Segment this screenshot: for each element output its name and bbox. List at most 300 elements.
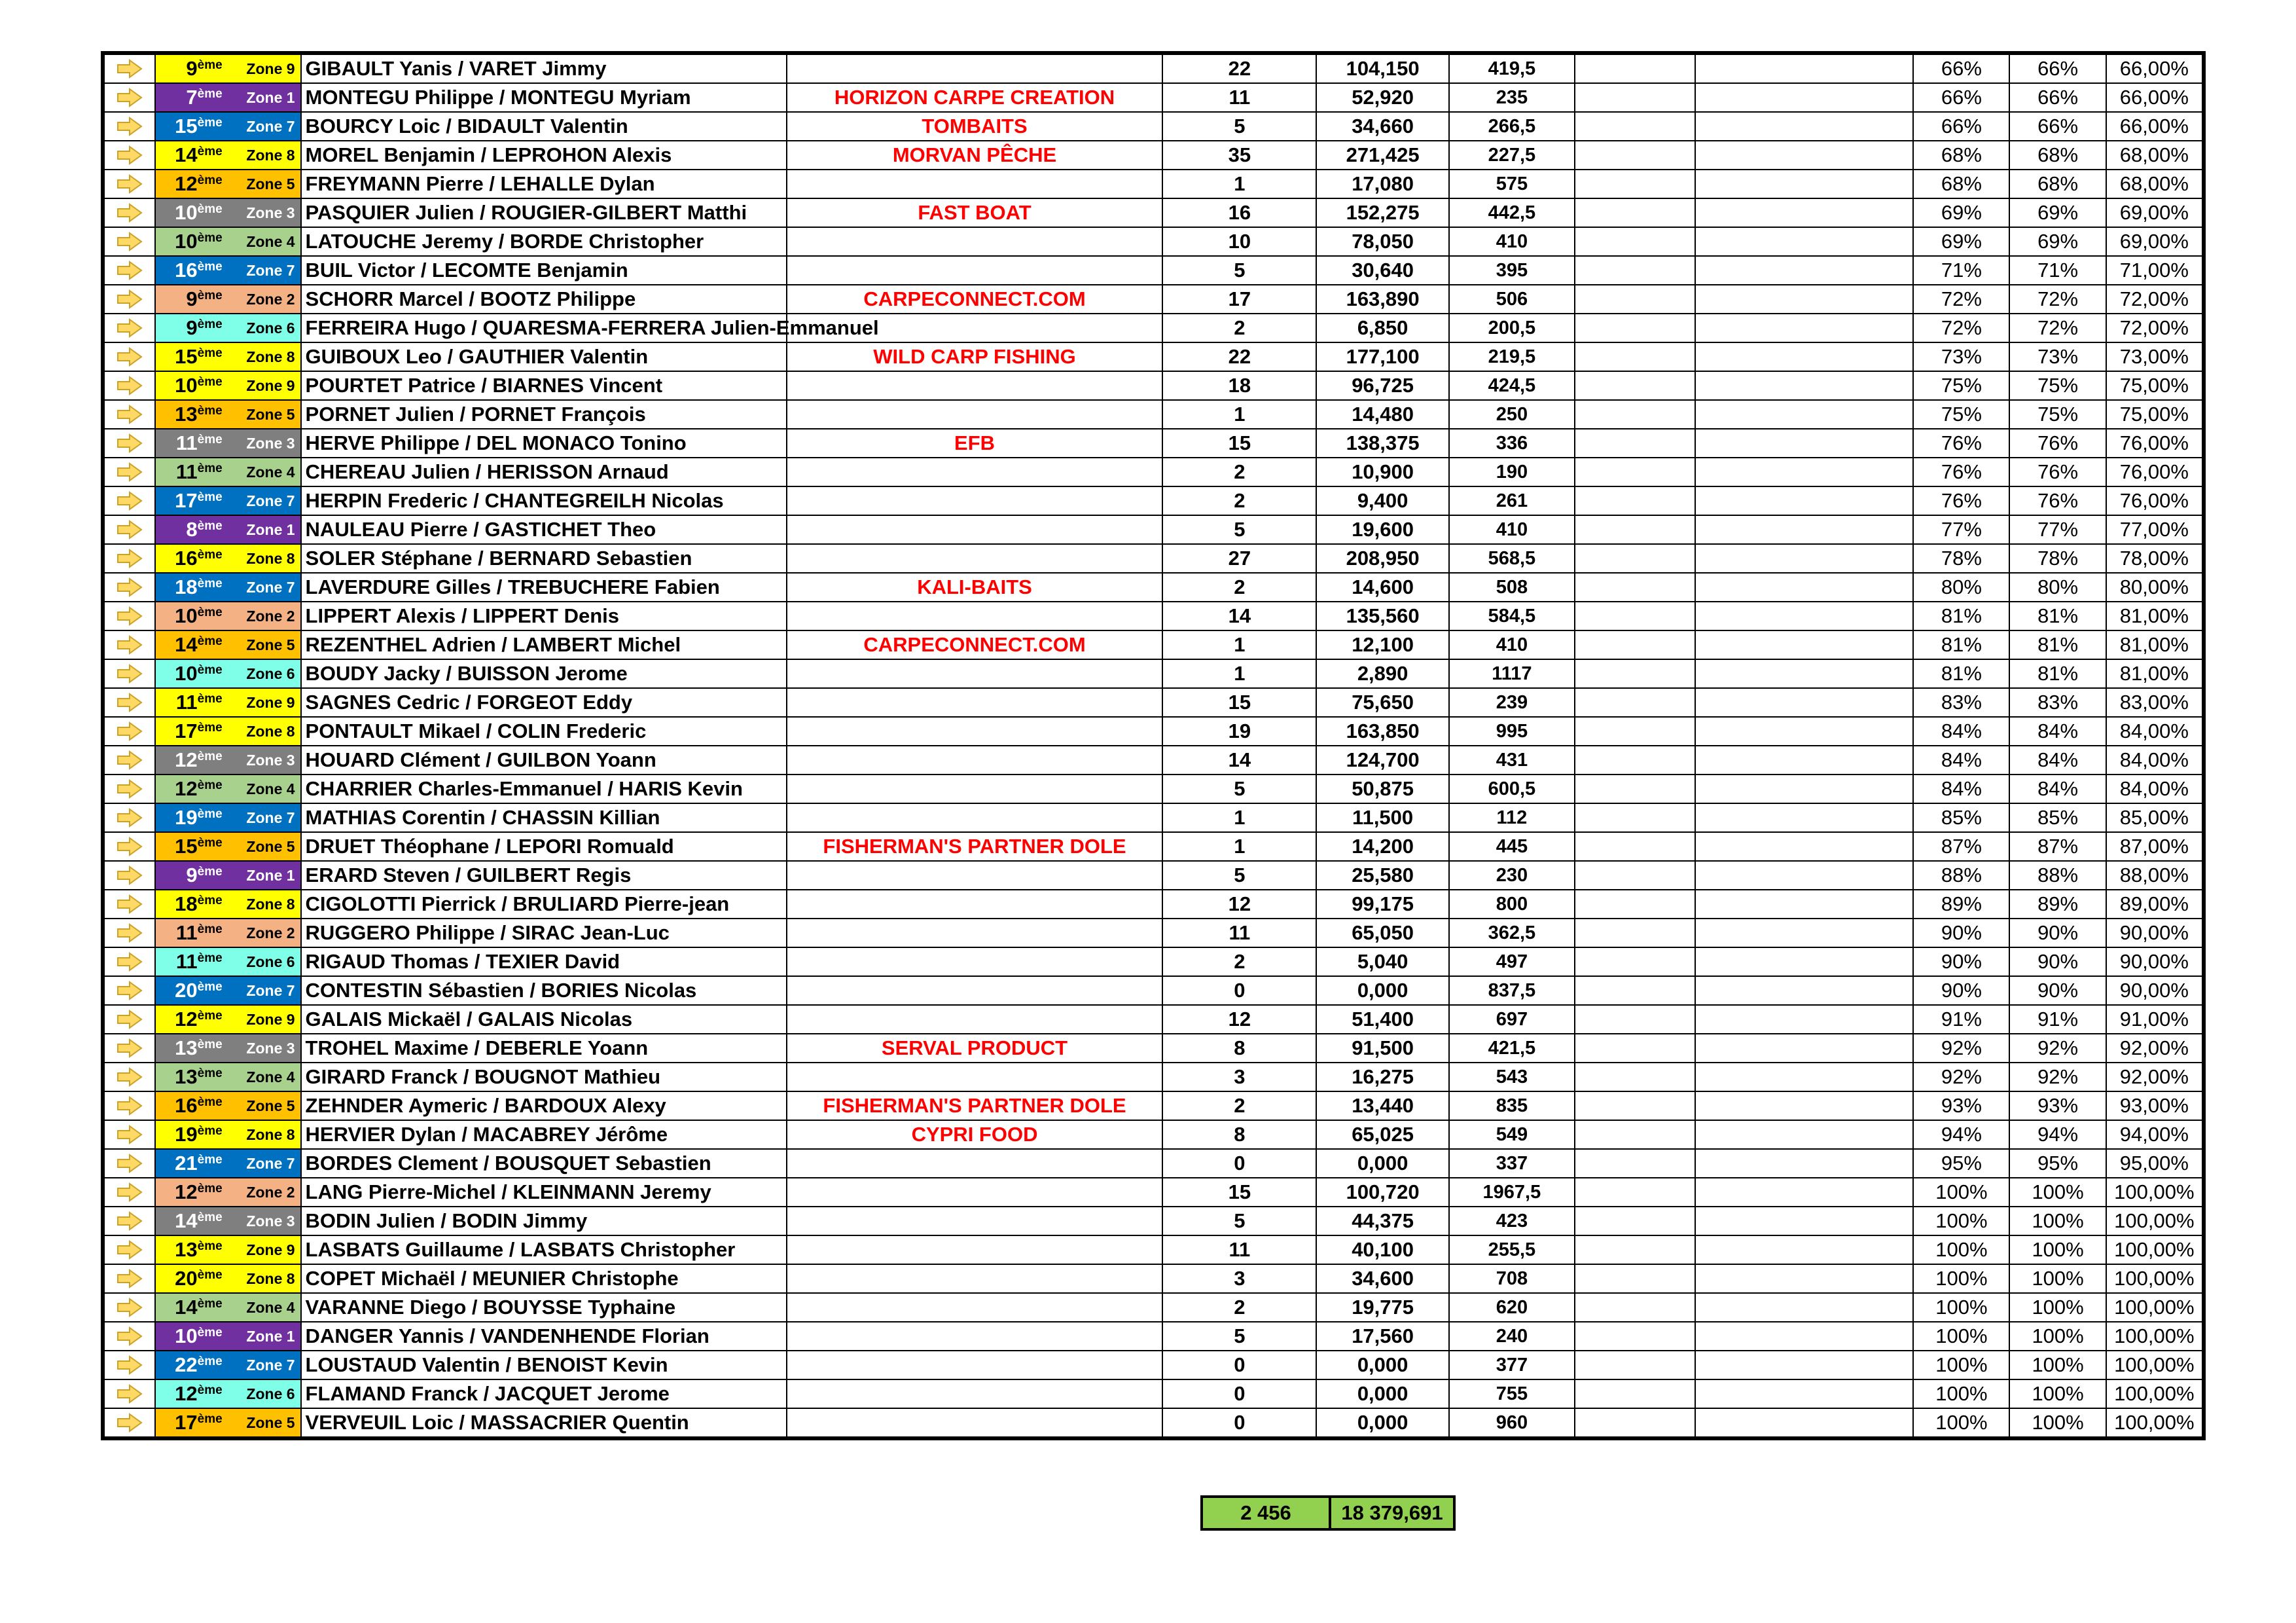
weight: 0,000 [1316, 1149, 1448, 1178]
empty-cell [1695, 227, 1913, 256]
zone-cell [155, 458, 301, 486]
table-row [104, 342, 2202, 371]
points: 549 [1449, 1120, 1575, 1149]
percent-2: 90% [2009, 976, 2106, 1005]
empty-cell [1695, 54, 1913, 83]
percent-1: 73% [1913, 342, 2009, 371]
percent-1: 100% [1913, 1264, 2009, 1293]
rank: 14ème [175, 1209, 223, 1232]
percent-3: 66,00% [2106, 83, 2202, 112]
empty-cell [1575, 659, 1695, 688]
percent-1: 76% [1913, 486, 2009, 515]
weight: 124,700 [1316, 746, 1448, 775]
table-row [104, 371, 2202, 400]
empty-cell [1575, 544, 1695, 573]
zone-cell [155, 227, 301, 256]
table-row [104, 429, 2202, 458]
zone-label: Zone 7 [246, 1155, 295, 1172]
rank: 12ème [175, 1382, 223, 1405]
right-arrow-icon [104, 112, 155, 141]
fish-count: 11 [1162, 83, 1316, 112]
points: 421,5 [1449, 1034, 1575, 1063]
weight: 152,275 [1316, 198, 1448, 227]
percent-1: 66% [1913, 54, 2009, 83]
weight: 65,025 [1316, 1120, 1448, 1149]
zone-cell [155, 947, 301, 976]
empty-cell [1695, 717, 1913, 746]
sponsor [787, 688, 1163, 717]
zone-label: Zone 9 [246, 377, 295, 394]
empty-cell [1575, 429, 1695, 458]
sponsor: HORIZON CARPE CREATION [787, 83, 1163, 112]
right-arrow-icon [104, 1379, 155, 1408]
zone-cell [155, 630, 301, 659]
zone-label: Zone 8 [246, 1270, 295, 1287]
team-names: POURTET Patrice / BIARNES Vincent [301, 371, 787, 400]
empty-cell [1575, 1178, 1695, 1207]
empty-cell [1575, 1063, 1695, 1091]
total-fish: 2 456 [1202, 1497, 1330, 1529]
percent-2: 66% [2009, 83, 2106, 112]
percent-1: 69% [1913, 198, 2009, 227]
table-row [104, 1322, 2202, 1351]
sponsor: CARPECONNECT.COM [787, 630, 1163, 659]
empty-cell [1575, 198, 1695, 227]
empty-cell [1575, 919, 1695, 947]
empty-cell [1695, 746, 1913, 775]
percent-3: 85,00% [2106, 803, 2202, 832]
table-row [104, 1235, 2202, 1264]
right-arrow-icon [104, 1207, 155, 1235]
rank: 11ème [175, 950, 223, 973]
weight: 12,100 [1316, 630, 1448, 659]
percent-1: 77% [1913, 515, 2009, 544]
zone-label: Zone 2 [246, 608, 295, 625]
empty-cell [1695, 1408, 1913, 1437]
percent-3: 95,00% [2106, 1149, 2202, 1178]
percent-1: 100% [1913, 1293, 2009, 1322]
points: 600,5 [1449, 775, 1575, 803]
fish-count: 27 [1162, 544, 1316, 573]
percent-2: 69% [2009, 227, 2106, 256]
table-row [104, 803, 2202, 832]
rank: 8ème [186, 518, 223, 541]
right-arrow-icon [104, 400, 155, 429]
zone-label: Zone 4 [246, 464, 295, 481]
percent-2: 93% [2009, 1091, 2106, 1120]
team-names: VERVEUIL Loic / MASSACRIER Quentin [301, 1408, 787, 1437]
team-names: CONTESTIN Sébastien / BORIES Nicolas [301, 976, 787, 1005]
sponsor [787, 947, 1163, 976]
sponsor [787, 861, 1163, 890]
percent-1: 90% [1913, 976, 2009, 1005]
fish-count: 0 [1162, 1351, 1316, 1379]
zone-label: Zone 6 [246, 319, 295, 337]
zone-cell [155, 515, 301, 544]
percent-2: 100% [2009, 1235, 2106, 1264]
team-names: LANG Pierre-Michel / KLEINMANN Jeremy [301, 1178, 787, 1207]
empty-cell [1575, 746, 1695, 775]
percent-1: 68% [1913, 141, 2009, 170]
empty-cell [1575, 314, 1695, 342]
zone-cell [155, 1351, 301, 1379]
table-row [104, 314, 2202, 342]
rank: 17ème [175, 720, 223, 742]
table-row [104, 746, 2202, 775]
empty-cell [1575, 1322, 1695, 1351]
percent-3: 92,00% [2106, 1063, 2202, 1091]
points: 240 [1449, 1322, 1575, 1351]
percent-1: 92% [1913, 1034, 2009, 1063]
zone-cell [155, 256, 301, 285]
fish-count: 0 [1162, 1408, 1316, 1437]
right-arrow-icon [104, 227, 155, 256]
percent-1: 72% [1913, 285, 2009, 314]
percent-1: 85% [1913, 803, 2009, 832]
percent-3: 84,00% [2106, 746, 2202, 775]
right-arrow-icon [104, 141, 155, 170]
empty-cell [1695, 1149, 1913, 1178]
fish-count: 2 [1162, 486, 1316, 515]
right-arrow-icon [104, 919, 155, 947]
percent-2: 90% [2009, 919, 2106, 947]
rank: 10ème [175, 374, 223, 397]
team-names: CHARRIER Charles-Emmanuel / HARIS Kevin [301, 775, 787, 803]
empty-cell [1575, 861, 1695, 890]
empty-cell [1695, 371, 1913, 400]
weight: 2,890 [1316, 659, 1448, 688]
percent-2: 81% [2009, 659, 2106, 688]
percent-3: 69,00% [2106, 198, 2202, 227]
sponsor: CARPECONNECT.COM [787, 285, 1163, 314]
zone-label: Zone 8 [246, 1126, 295, 1143]
sponsor [787, 1207, 1163, 1235]
percent-2: 81% [2009, 630, 2106, 659]
right-arrow-icon [104, 659, 155, 688]
zone-label: Zone 9 [246, 694, 295, 711]
empty-cell [1575, 1379, 1695, 1408]
percent-2: 84% [2009, 717, 2106, 746]
percent-2: 72% [2009, 285, 2106, 314]
right-arrow-icon [104, 1120, 155, 1149]
empty-cell [1695, 400, 1913, 429]
right-arrow-icon [104, 314, 155, 342]
zone-cell [155, 1178, 301, 1207]
fish-count: 5 [1162, 861, 1316, 890]
empty-cell [1575, 1293, 1695, 1322]
points: 445 [1449, 832, 1575, 861]
weight: 16,275 [1316, 1063, 1448, 1091]
team-names: SAGNES Cedric / FORGEOT Eddy [301, 688, 787, 717]
weight: 14,600 [1316, 573, 1448, 602]
percent-2: 91% [2009, 1005, 2106, 1034]
results-table [103, 54, 2203, 1438]
rank: 17ème [175, 489, 223, 512]
empty-cell [1695, 170, 1913, 198]
empty-cell [1695, 1264, 1913, 1293]
percent-1: 81% [1913, 659, 2009, 688]
right-arrow-icon [104, 1178, 155, 1207]
zone-label: Zone 8 [246, 723, 295, 740]
points: 410 [1449, 630, 1575, 659]
percent-1: 66% [1913, 112, 2009, 141]
table-row [104, 573, 2202, 602]
right-arrow-icon [104, 1149, 155, 1178]
empty-cell [1575, 630, 1695, 659]
percent-2: 92% [2009, 1034, 2106, 1063]
fish-count: 1 [1162, 630, 1316, 659]
table-row [104, 544, 2202, 573]
weight: 51,400 [1316, 1005, 1448, 1034]
team-names: ZEHNDER Aymeric / BARDOUX Alexy [301, 1091, 787, 1120]
team-names: FREYMANN Pierre / LEHALLE Dylan [301, 170, 787, 198]
percent-2: 84% [2009, 775, 2106, 803]
fish-count: 8 [1162, 1120, 1316, 1149]
empty-cell [1695, 630, 1913, 659]
sponsor: FISHERMAN'S PARTNER DOLE [787, 1091, 1163, 1120]
percent-2: 84% [2009, 746, 2106, 775]
empty-cell [1575, 515, 1695, 544]
empty-cell [1575, 400, 1695, 429]
empty-cell [1575, 342, 1695, 371]
percent-1: 90% [1913, 919, 2009, 947]
sponsor [787, 746, 1163, 775]
zone-cell [155, 112, 301, 141]
empty-cell [1695, 832, 1913, 861]
sponsor [787, 515, 1163, 544]
zone-cell [155, 1293, 301, 1322]
empty-cell [1695, 1207, 1913, 1235]
sponsor [787, 400, 1163, 429]
points: 410 [1449, 515, 1575, 544]
sponsor [787, 458, 1163, 486]
percent-3: 100,00% [2106, 1264, 2202, 1293]
zone-label: Zone 2 [246, 924, 295, 941]
zone-label: Zone 8 [246, 147, 295, 164]
rank: 10ème [175, 604, 223, 627]
percent-3: 75,00% [2106, 400, 2202, 429]
percent-1: 100% [1913, 1178, 2009, 1207]
team-names: PASQUIER Julien / ROUGIER-GILBERT Matthi [301, 198, 787, 227]
empty-cell [1695, 429, 1913, 458]
right-arrow-icon [104, 342, 155, 371]
percent-3: 66,00% [2106, 112, 2202, 141]
zone-cell [155, 659, 301, 688]
percent-2: 100% [2009, 1322, 2106, 1351]
right-arrow-icon [104, 688, 155, 717]
percent-3: 89,00% [2106, 890, 2202, 919]
percent-3: 72,00% [2106, 285, 2202, 314]
empty-cell [1695, 458, 1913, 486]
empty-cell [1695, 775, 1913, 803]
zone-cell [155, 1322, 301, 1351]
team-names: HOUARD Clément / GUILBON Yoann [301, 746, 787, 775]
rank: 21ème [175, 1152, 223, 1175]
zone-label: Zone 3 [246, 1040, 295, 1057]
right-arrow-icon [104, 717, 155, 746]
percent-2: 83% [2009, 688, 2106, 717]
empty-cell [1575, 1207, 1695, 1235]
right-arrow-icon [104, 947, 155, 976]
right-arrow-icon [104, 630, 155, 659]
points: 431 [1449, 746, 1575, 775]
weight: 19,775 [1316, 1293, 1448, 1322]
zone-label: Zone 7 [246, 262, 295, 279]
empty-cell [1695, 1005, 1913, 1034]
sponsor [787, 486, 1163, 515]
team-names: LAVERDURE Gilles / TREBUCHERE Fabien [301, 573, 787, 602]
weight: 138,375 [1316, 429, 1448, 458]
right-arrow-icon [104, 170, 155, 198]
fish-count: 5 [1162, 775, 1316, 803]
weight: 0,000 [1316, 1379, 1448, 1408]
percent-2: 72% [2009, 314, 2106, 342]
zone-cell [155, 717, 301, 746]
fish-count: 15 [1162, 688, 1316, 717]
weight: 208,950 [1316, 544, 1448, 573]
fish-count: 0 [1162, 976, 1316, 1005]
percent-3: 88,00% [2106, 861, 2202, 890]
sponsor: EFB [787, 429, 1163, 458]
zone-cell [155, 198, 301, 227]
fish-count: 15 [1162, 429, 1316, 458]
zone-cell [155, 746, 301, 775]
empty-cell [1695, 1351, 1913, 1379]
empty-cell [1575, 1351, 1695, 1379]
weight: 163,850 [1316, 717, 1448, 746]
percent-3: 93,00% [2106, 1091, 2202, 1120]
points: 200,5 [1449, 314, 1575, 342]
empty-cell [1695, 1322, 1913, 1351]
results-rows [104, 54, 2202, 1437]
weight: 91,500 [1316, 1034, 1448, 1063]
empty-cell [1575, 83, 1695, 112]
empty-cell [1695, 1120, 1913, 1149]
empty-cell [1695, 285, 1913, 314]
empty-cell [1695, 544, 1913, 573]
team-names: BOUDY Jacky / BUISSON Jerome [301, 659, 787, 688]
team-names: FLAMAND Franck / JACQUET Jerome [301, 1379, 787, 1408]
percent-2: 76% [2009, 458, 2106, 486]
table-row [104, 775, 2202, 803]
table-row [104, 1178, 2202, 1207]
fish-count: 2 [1162, 458, 1316, 486]
zone-label: Zone 9 [246, 60, 295, 77]
percent-1: 84% [1913, 775, 2009, 803]
zone-label: Zone 1 [246, 1328, 295, 1345]
points: 424,5 [1449, 371, 1575, 400]
fish-count: 1 [1162, 659, 1316, 688]
percent-2: 75% [2009, 400, 2106, 429]
zone-label: Zone 6 [246, 953, 295, 970]
fish-count: 0 [1162, 1149, 1316, 1178]
table-row [104, 688, 2202, 717]
rank: 18ème [175, 892, 223, 915]
percent-3: 91,00% [2106, 1005, 2202, 1034]
zone-label: Zone 7 [246, 1357, 295, 1374]
empty-cell [1695, 1063, 1913, 1091]
zone-label: Zone 6 [246, 1385, 295, 1402]
team-names: LASBATS Guillaume / LASBATS Christopher [301, 1235, 787, 1264]
fish-count: 22 [1162, 54, 1316, 83]
percent-1: 95% [1913, 1149, 2009, 1178]
fish-count: 35 [1162, 141, 1316, 170]
percent-1: 69% [1913, 227, 2009, 256]
rank: 20ème [175, 1267, 223, 1290]
points: 336 [1449, 429, 1575, 458]
points: 1117 [1449, 659, 1575, 688]
weight: 271,425 [1316, 141, 1448, 170]
zone-label: Zone 4 [246, 780, 295, 797]
sponsor: SERVAL PRODUCT [787, 1034, 1163, 1063]
fish-count: 8 [1162, 1034, 1316, 1063]
team-names: BORDES Clement / BOUSQUET Sebastien [301, 1149, 787, 1178]
zone-cell [155, 285, 301, 314]
sponsor [787, 775, 1163, 803]
percent-2: 66% [2009, 112, 2106, 141]
percent-3: 68,00% [2106, 170, 2202, 198]
percent-2: 80% [2009, 573, 2106, 602]
sponsor [787, 1408, 1163, 1437]
table-row [104, 486, 2202, 515]
percent-2: 100% [2009, 1408, 2106, 1437]
right-arrow-icon [104, 83, 155, 112]
points: 239 [1449, 688, 1575, 717]
fish-count: 14 [1162, 602, 1316, 630]
team-names: SOLER Stéphane / BERNARD Sebastien [301, 544, 787, 573]
empty-cell [1575, 486, 1695, 515]
empty-cell [1695, 1293, 1913, 1322]
empty-cell [1695, 1235, 1913, 1264]
weight: 163,890 [1316, 285, 1448, 314]
points: 508 [1449, 573, 1575, 602]
zone-cell [155, 141, 301, 170]
rank: 11ème [175, 921, 223, 944]
percent-2: 89% [2009, 890, 2106, 919]
empty-cell [1575, 170, 1695, 198]
empty-cell [1575, 141, 1695, 170]
zone-cell [155, 803, 301, 832]
zone-cell [155, 1149, 301, 1178]
zone-cell [155, 1091, 301, 1120]
table-row [104, 659, 2202, 688]
weight: 11,500 [1316, 803, 1448, 832]
percent-3: 84,00% [2106, 717, 2202, 746]
zone-cell [155, 775, 301, 803]
points: 1967,5 [1449, 1178, 1575, 1207]
percent-1: 100% [1913, 1207, 2009, 1235]
fish-count: 5 [1162, 256, 1316, 285]
team-names: DANGER Yannis / VANDENHENDE Florian [301, 1322, 787, 1351]
right-arrow-icon [104, 890, 155, 919]
points: 377 [1449, 1351, 1575, 1379]
sponsor [787, 54, 1163, 83]
empty-cell [1575, 1034, 1695, 1063]
fish-count: 1 [1162, 832, 1316, 861]
percent-3: 87,00% [2106, 832, 2202, 861]
sponsor [787, 1264, 1163, 1293]
percent-1: 75% [1913, 400, 2009, 429]
sponsor [787, 256, 1163, 285]
percent-3: 78,00% [2106, 544, 2202, 573]
percent-2: 73% [2009, 342, 2106, 371]
percent-1: 90% [1913, 947, 2009, 976]
empty-cell [1575, 803, 1695, 832]
table-row [104, 919, 2202, 947]
sponsor [787, 544, 1163, 573]
empty-cell [1695, 486, 1913, 515]
rank: 16ème [175, 259, 223, 282]
